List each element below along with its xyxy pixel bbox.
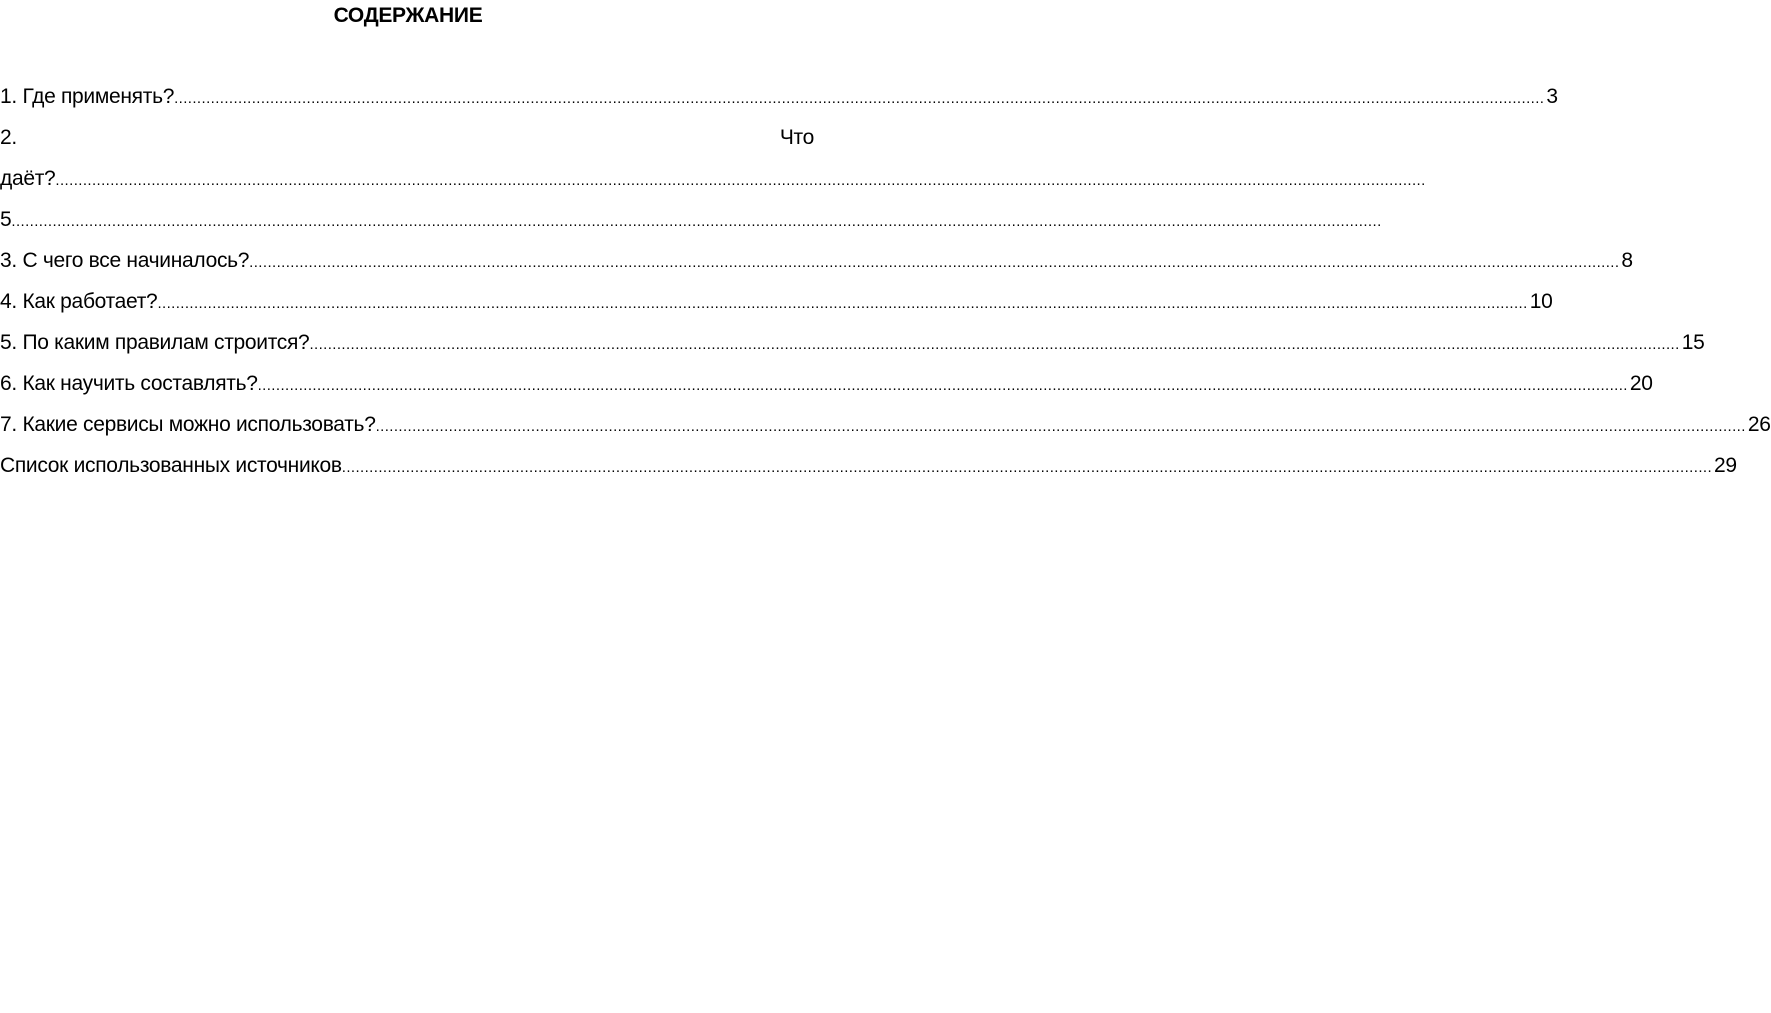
toc-leader: ............................................................................................................................................................................................................................................................................................................ bbox=[157, 295, 1528, 312]
toc-page-number: 15 bbox=[1681, 331, 1705, 354]
toc-leader: ............................................................................................................................................................................................................................................................................................................ bbox=[249, 254, 1620, 271]
toc-entry-number: 2. bbox=[0, 126, 17, 149]
toc-leader: ............................................................................................................................................................................................................................................................................................................ bbox=[55, 172, 1426, 189]
toc-entry-label: Список использованных источников bbox=[0, 454, 342, 477]
toc-leader: ............................................................................................................................................................................................................................................................................................................ bbox=[174, 90, 1545, 107]
toc-entry-label: 6. Как научить составлять? bbox=[0, 372, 258, 395]
toc-leader: ............................................................................................................................................................................................................................................................................................................ bbox=[341, 459, 1713, 476]
toc-entry-label: 4. Как работает? bbox=[0, 290, 158, 313]
toc-entry[interactable] bbox=[0, 369, 1653, 399]
toc-entry[interactable] bbox=[0, 82, 1558, 112]
toc-entry-label: 7. Какие сервисы можно использовать? bbox=[0, 413, 376, 436]
toc-entry[interactable] bbox=[0, 246, 1633, 276]
toc-page-number: 20 bbox=[1629, 372, 1653, 395]
toc-entry[interactable] bbox=[0, 451, 1737, 481]
toc-entry[interactable] bbox=[0, 410, 1771, 440]
toc-page-number: 10 bbox=[1529, 290, 1553, 313]
toc-page-number: 5 bbox=[0, 208, 12, 231]
toc-page-number: 3 bbox=[1546, 85, 1558, 108]
toc-entry[interactable] bbox=[0, 328, 1705, 358]
toc-leader: ............................................................................................................................................................................................................................................................................................................ bbox=[11, 213, 1382, 230]
toc-entry[interactable] bbox=[0, 287, 1553, 317]
toc-leader: ............................................................................................................................................................................................................................................................................................................ bbox=[309, 336, 1680, 353]
toc-page-number: 26 bbox=[1747, 413, 1771, 436]
toc-page-number: 8 bbox=[1621, 249, 1633, 272]
toc-entry-continuation[interactable] bbox=[0, 205, 1382, 235]
toc-entry-label: 1. Где применять? bbox=[0, 85, 175, 108]
toc-entry-word: Что bbox=[779, 126, 814, 149]
toc-entry-label: 5. По каким правилам строится? bbox=[0, 331, 310, 354]
toc-leader: ............................................................................................................................................................................................................................................................................................................ bbox=[375, 418, 1746, 435]
page-title: СОДЕРЖАНИЕ bbox=[333, 4, 483, 27]
toc-page-number: 29 bbox=[1714, 454, 1737, 477]
toc-entry-continuation[interactable] bbox=[0, 164, 1426, 194]
toc-entry-label: 3. С чего все начиналось? bbox=[0, 249, 250, 272]
toc-leader: ............................................................................................................................................................................................................................................................................................................ bbox=[257, 377, 1628, 394]
toc-entry[interactable] bbox=[0, 123, 816, 153]
toc-entry-label: даёт? bbox=[0, 167, 56, 190]
